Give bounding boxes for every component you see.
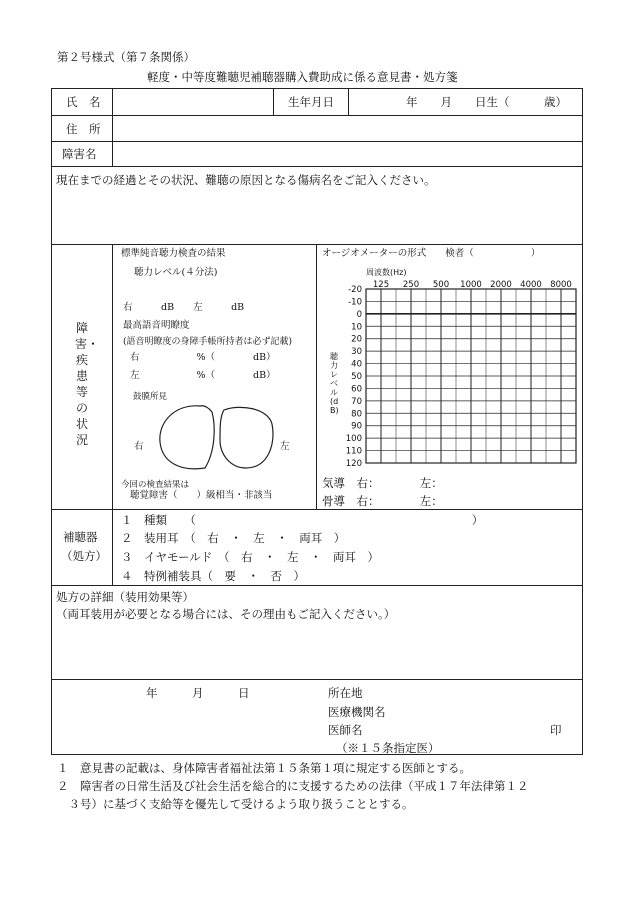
eardrum-drawing — [150, 402, 282, 474]
freq-tick-label: 250 — [402, 280, 420, 290]
level-tick-label: 80 — [351, 409, 362, 420]
note-3: ３号）に基づく支給等を優先して受けるよう取り扱うこととする。 — [57, 797, 414, 811]
eardrum-label: 鼓膜所見 — [133, 392, 168, 402]
discrim-note: (語音明瞭度の身障手帳所持者は必ず記載) — [123, 337, 293, 347]
status-side-label: 障害・疾患等の状況 — [75, 321, 100, 447]
history-prompt: 現在までの経過とその状況、難聴の原因となる傷病名をご記入ください。 — [56, 173, 436, 187]
details-note: （両耳装用が必要となる場合には、その理由もご記入ください。） — [56, 607, 396, 621]
level-tick-label: 110 — [345, 446, 362, 457]
right-left-db[interactable]: 右 dB 左 dB — [123, 302, 245, 313]
disability-label: 障害名 — [62, 147, 97, 161]
right-pct[interactable]: 右 %（ dB） — [130, 352, 276, 363]
level-tick-label: -20 — [348, 285, 362, 295]
designated-doctor-note: （※１５条指定医） — [336, 741, 440, 755]
level-tick-label: 40 — [351, 359, 362, 370]
ear-mold[interactable]: ３ イヤモールド （ 右 ・ 左 ・ 両耳 ） — [121, 550, 380, 564]
freq-tick-label: 2000 — [490, 280, 512, 290]
left-eardrum-shape — [220, 407, 273, 468]
result-label: 今回の検査結果は — [121, 480, 190, 490]
y-axis-label: 聴力レベル(dB) — [330, 352, 339, 415]
signature-date[interactable]: 年 月 日 — [146, 686, 250, 700]
level-tick-label: 90 — [351, 421, 362, 432]
freq-tick-label: 4000 — [520, 280, 542, 290]
level-tick-label: 10 — [351, 322, 362, 333]
pta-title: 標準純音聴力検査の結果 — [121, 248, 226, 259]
freq-tick-label: 125 — [372, 280, 390, 290]
hearing-level-label: 聴力レベル(４分法) — [134, 267, 218, 278]
details-field[interactable] — [53, 625, 581, 677]
history-field[interactable] — [53, 190, 581, 242]
level-tick-label: 100 — [345, 434, 362, 445]
name-field[interactable] — [114, 90, 271, 113]
institution-label: 医療機関名 — [328, 705, 386, 719]
level-tick-label: 70 — [351, 396, 362, 407]
left-pct[interactable]: 左 %（ dB） — [130, 370, 276, 381]
freq-label: 周波数(Hz) — [366, 268, 407, 277]
hearing-aid-label: 補聴器 — [63, 530, 98, 544]
form-title: 軽度・中等度難聴児補聴器購入費助成に係る意見書・処方箋 — [147, 70, 458, 84]
bone-conduction[interactable]: 骨導 右： 左： — [322, 494, 443, 508]
result-value[interactable]: 聴覚障害（ ）級相当・非該当 — [130, 490, 273, 501]
freq-tick-label: 1000 — [460, 280, 482, 290]
level-tick-label: 50 — [351, 372, 362, 382]
level-tick-label: 0 — [356, 309, 362, 320]
audiogram-chart[interactable] — [316, 276, 583, 470]
max-discrim-label: 最高語音明瞭度 — [123, 320, 190, 331]
air-conduction[interactable]: 気導 右： 左： — [322, 476, 443, 490]
note-2: ２ 障害者の日常生活及び社会生活を総合的に支援するための法律（平成１７年法律第１２ — [57, 779, 529, 793]
disability-field[interactable] — [114, 143, 580, 165]
special-device[interactable]: ４ 特例補装具（ 要 ・ 否 ） — [121, 569, 305, 583]
level-tick-label: 20 — [351, 334, 362, 345]
hearing-aid-ear[interactable]: ２ 装用耳 （ 右 ・ 左 ・ 両耳 ） — [121, 531, 346, 545]
level-tick-label: -10 — [348, 297, 362, 308]
hearing-aid-type[interactable]: １ 種類 （ ） — [121, 513, 484, 527]
location-label: 所在地 — [328, 686, 363, 700]
right-eardrum-shape — [160, 406, 214, 469]
prescription-label: （処方） — [61, 549, 107, 563]
birth-label: 生年月日 — [288, 95, 334, 109]
doctor-label: 医師名 — [328, 723, 363, 737]
details-title: 処方の詳細（装用効果等） — [56, 590, 194, 604]
form-number: 第２号様式（第７条関係） — [57, 50, 195, 64]
address-label: 住 所 — [66, 122, 101, 136]
address-field[interactable] — [114, 117, 580, 140]
audiometer-header: オージオメーターの形式 検者（ ） — [322, 248, 541, 259]
freq-tick-label: 500 — [432, 280, 450, 290]
eardrum-left-label: 左 — [280, 441, 290, 452]
birth-date-field[interactable]: 年 月 日生（ 歳） — [406, 95, 567, 109]
level-tick-label: 60 — [351, 384, 362, 395]
level-tick-label: 30 — [351, 347, 362, 358]
freq-tick-label: 8000 — [550, 280, 572, 290]
note-1: １ 意見書の記載は、身体障害者福祉法第１５条第１項に規定する医師とする。 — [57, 761, 471, 775]
level-tick-label: 120 — [345, 459, 362, 469]
seal-mark: 印 — [550, 723, 562, 737]
eardrum-right-label: 右 — [134, 441, 144, 452]
name-label: 氏 名 — [66, 95, 101, 109]
